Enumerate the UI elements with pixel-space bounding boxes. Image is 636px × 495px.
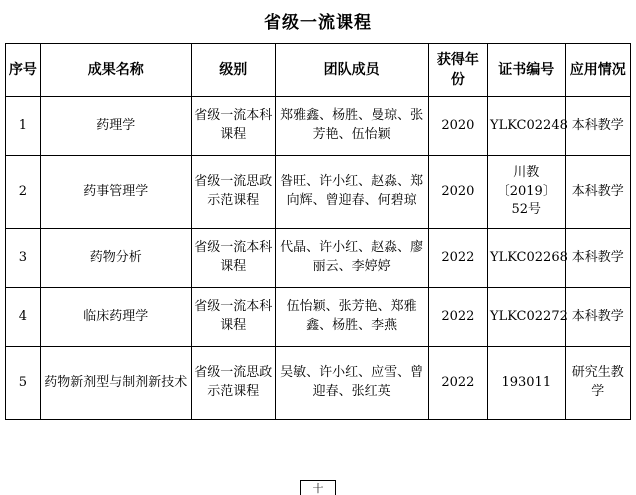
cell-year: 2020 — [428, 156, 487, 229]
page-footer — [0, 480, 636, 495]
footer-mark: 十 — [300, 480, 336, 495]
cell-level: 省级一流本科课程 — [191, 229, 275, 288]
column-header-use: 应用情况 — [565, 44, 630, 97]
course-table — [5, 43, 631, 420]
cell-cert: YLKC02248 — [487, 97, 565, 156]
table-row — [6, 97, 631, 156]
table-header — [6, 44, 631, 97]
cell-use: 本科教学 — [565, 97, 630, 156]
table-row — [6, 288, 631, 347]
cell-name: 药物分析 — [40, 229, 191, 288]
column-header-year: 获得年份 — [428, 44, 487, 97]
column-header-level: 级别 — [191, 44, 275, 97]
cell-cert: YLKC02272 — [487, 288, 565, 347]
column-header-name: 成果名称 — [40, 44, 191, 97]
column-header-seq: 序号 — [6, 44, 41, 97]
cell-name: 药物新剂型与制剂新技术 — [40, 347, 191, 420]
cell-year: 2022 — [428, 347, 487, 420]
table-row — [6, 229, 631, 288]
cell-name: 药理学 — [40, 97, 191, 156]
cell-level: 省级一流本科课程 — [191, 288, 275, 347]
cell-team: 昝旺、许小红、赵淼、郑向辉、曾迎春、何碧琼 — [275, 156, 428, 229]
cell-seq: 4 — [6, 288, 41, 347]
cell-name: 药事管理学 — [40, 156, 191, 229]
table-row — [6, 347, 631, 420]
column-header-cert: 证书编号 — [487, 44, 565, 97]
cell-year: 2022 — [428, 288, 487, 347]
table-header-row — [6, 44, 631, 97]
cell-level: 省级一流本科课程 — [191, 97, 275, 156]
cell-cert: YLKC02268 — [487, 229, 565, 288]
cell-team: 伍怡颖、张芳艳、郑雅鑫、杨胜、李燕 — [275, 288, 428, 347]
cell-year: 2022 — [428, 229, 487, 288]
cell-seq: 5 — [6, 347, 41, 420]
cell-team: 吴敏、许小红、应雪、曾迎春、张红英 — [275, 347, 428, 420]
cell-use: 本科教学 — [565, 156, 630, 229]
cell-name: 临床药理学 — [40, 288, 191, 347]
cell-seq: 2 — [6, 156, 41, 229]
cell-team: 代晶、许小红、赵淼、廖丽云、李婷婷 — [275, 229, 428, 288]
cell-team: 郑雅鑫、杨胜、曼琼、张芳艳、伍怡颖 — [275, 97, 428, 156]
table-row — [6, 156, 631, 229]
cell-use: 研究生教学 — [565, 347, 630, 420]
page-title: 省级一流课程 — [264, 13, 372, 33]
cell-seq: 3 — [6, 229, 41, 288]
cell-level: 省级一流思政示范课程 — [191, 347, 275, 420]
cell-use: 本科教学 — [565, 288, 630, 347]
cell-seq: 1 — [6, 97, 41, 156]
cell-cert: 川教〔2019〕52号 — [487, 156, 565, 229]
cell-level: 省级一流思政示范课程 — [191, 156, 275, 229]
column-header-team: 团队成员 — [275, 44, 428, 97]
table-body — [6, 97, 631, 420]
cell-cert: 193011 — [487, 347, 565, 420]
cell-use: 本科教学 — [565, 229, 630, 288]
cell-year: 2020 — [428, 97, 487, 156]
